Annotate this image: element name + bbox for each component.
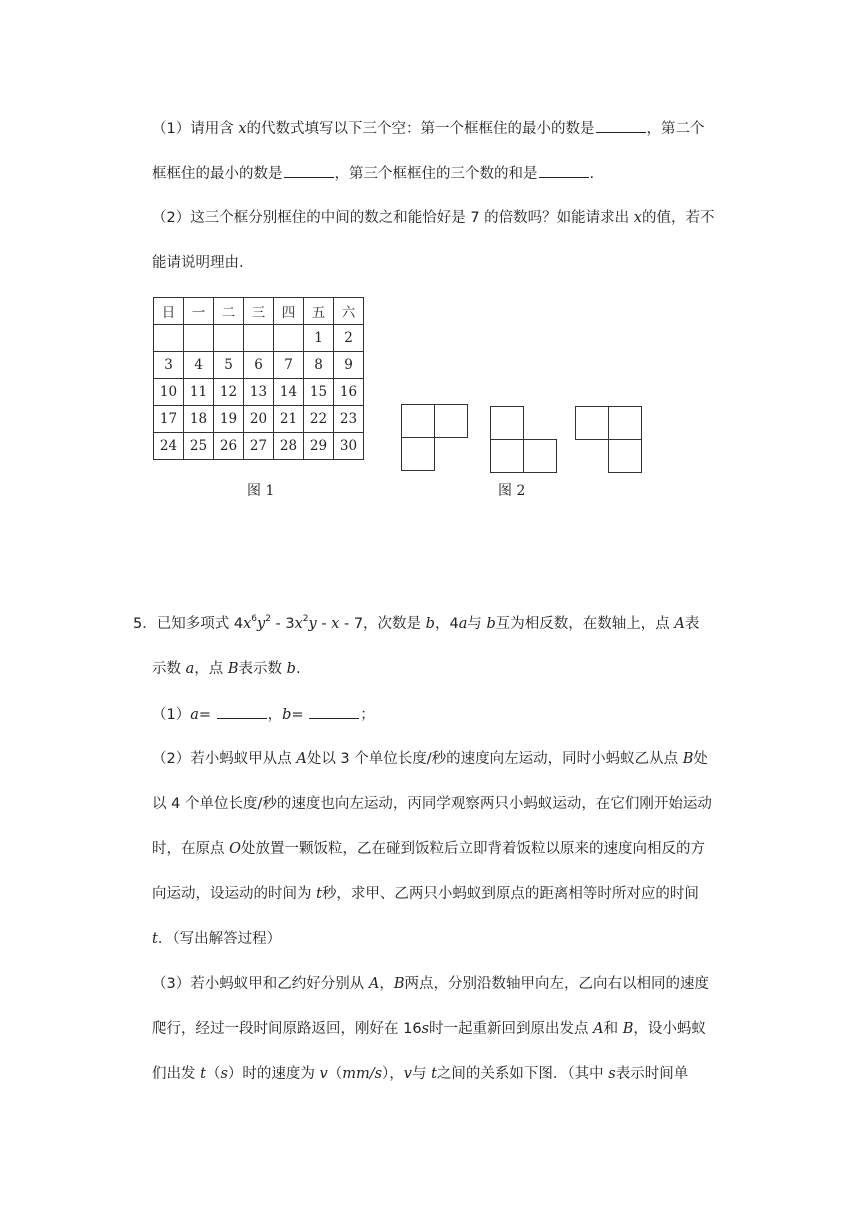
frame-cell [434, 404, 468, 438]
calendar-row [154, 352, 364, 379]
calendar-cell: 28 [274, 433, 304, 460]
calendar-cell [274, 325, 304, 352]
calendar-cell: 7 [274, 352, 304, 379]
calendar-cell: 26 [214, 433, 244, 460]
calendar-cell: 23 [334, 406, 364, 433]
calendar-cell [244, 325, 274, 352]
calendar-cell: 日 [154, 298, 184, 325]
frame-cell [490, 439, 524, 473]
calendar-cell: 12 [214, 379, 244, 406]
calendar-cell: 25 [184, 433, 214, 460]
frame-cell [608, 406, 642, 440]
calendar-cell: 二 [214, 298, 244, 325]
calendar-cell: 18 [184, 406, 214, 433]
q5-part2-line2: 以 4 个单位长度/秒的速度也向左运动，丙同学观察两只小蚂蚁运动，在它们刚开始运动 [152, 796, 712, 812]
answer-blank [309, 704, 359, 719]
figure-1-caption: 图 1 [247, 483, 275, 499]
calendar-cell: 15 [304, 379, 334, 406]
q5-part3-line1: （3）若小蚂蚁甲和乙约好分别从 A，B两点，分别沿数轴甲向左，乙向右以相同的速度 [152, 976, 709, 992]
calendar-cell: 14 [274, 379, 304, 406]
q5-line2: 示数 a，点 B表示数 b. [152, 661, 301, 677]
frame-cell [523, 439, 557, 473]
figure-2-caption: 图 2 [498, 483, 526, 499]
q4-part1-line2: 框框住的最小的数是 ，第三个框框住的三个数的和是 . [152, 163, 594, 184]
q4-part2-line1: （2）这三个框分别框住的中间的数之和能恰好是 7 的倍数吗？如能请求出 x的值，若不 [152, 210, 715, 226]
calendar-cell: 29 [304, 433, 334, 460]
calendar-header-row [154, 298, 364, 325]
calendar-cell: 2 [334, 325, 364, 352]
calendar-cell: 30 [334, 433, 364, 460]
calendar-cell [184, 325, 214, 352]
q5-part3-line2: 爬行，经过一段时间原路返回，刚好在 16s时一起重新回到原出发点 A和 B，设小蚂蚁 [152, 1021, 706, 1037]
q5-part2-line3: 时，在原点 O处放置一颗饭粒，乙在碰到饭粒后立即背着饭粒以原来的速度向相反的方 [152, 841, 705, 857]
calendar-cell: 22 [304, 406, 334, 433]
frame-cell [401, 404, 435, 438]
calendar-cell: 五 [304, 298, 334, 325]
calendar-cell: 6 [244, 352, 274, 379]
calendar-cell: 1 [304, 325, 334, 352]
frame-cell [575, 406, 609, 440]
answer-blank [539, 163, 589, 178]
q4-part1-line1: （1）请用含 x的代数式填写以下三个空：第一个框框住的最小的数是 ，第二个 [152, 118, 705, 139]
calendar-row [154, 406, 364, 433]
q4-part2-line2: 能请说明理由． [152, 255, 254, 271]
calendar-cell: 13 [244, 379, 274, 406]
calendar-row [154, 325, 364, 352]
q5-part2-line1: （2）若小蚂蚁甲从点 A处以 3 个单位长度/秒的速度向左运动，同时小蚂蚁乙从点 B处 [152, 751, 708, 767]
calendar-row [154, 379, 364, 406]
calendar-cell: 三 [244, 298, 274, 325]
calendar-cell [154, 325, 184, 352]
calendar-cell: 4 [184, 352, 214, 379]
calendar-cell: 9 [334, 352, 364, 379]
q5-part3-line3: 们出发 t（s）时的速度为 v（mm/s），v与 t之间的关系如下图．（其中 s表示时间单 [152, 1066, 689, 1082]
calendar-cell: 11 [184, 379, 214, 406]
calendar-cell: 10 [154, 379, 184, 406]
q5-part2-line4: 向运动，设运动的时间为 t秒，求甲、乙两只小蚂蚁到原点的距离相等时所对应的时间 [152, 886, 699, 902]
q5-part1: （1）a= ，b= ； [152, 704, 375, 725]
calendar-cell: 16 [334, 379, 364, 406]
calendar-cell: 21 [274, 406, 304, 433]
q5-line1: 5．已知多项式 $4x^6y^2 - 3x^2y$ - x - 7，次数是 b，4a与 b互为相反数，在数轴上，点 A表 [133, 614, 700, 632]
answer-blank [284, 163, 334, 178]
calendar-cell: 19 [214, 406, 244, 433]
calendar-cell: 17 [154, 406, 184, 433]
calendar-cell: 四 [274, 298, 304, 325]
calendar-table [153, 297, 364, 460]
calendar-cell: 一 [184, 298, 214, 325]
answer-blank [596, 118, 646, 133]
calendar-cell: 5 [214, 352, 244, 379]
calendar-cell: 3 [154, 352, 184, 379]
calendar-cell: 六 [334, 298, 364, 325]
frame-cell [401, 437, 435, 471]
calendar-cell: 8 [304, 352, 334, 379]
q5-part2-line5: t．（写出解答过程） [152, 931, 282, 947]
calendar-cell: 27 [244, 433, 274, 460]
calendar-row [154, 433, 364, 460]
calendar-cell [214, 325, 244, 352]
answer-blank [217, 704, 267, 719]
calendar-cell: 24 [154, 433, 184, 460]
frame-cell [608, 439, 642, 473]
calendar-cell: 20 [244, 406, 274, 433]
frame-cell [490, 406, 524, 440]
